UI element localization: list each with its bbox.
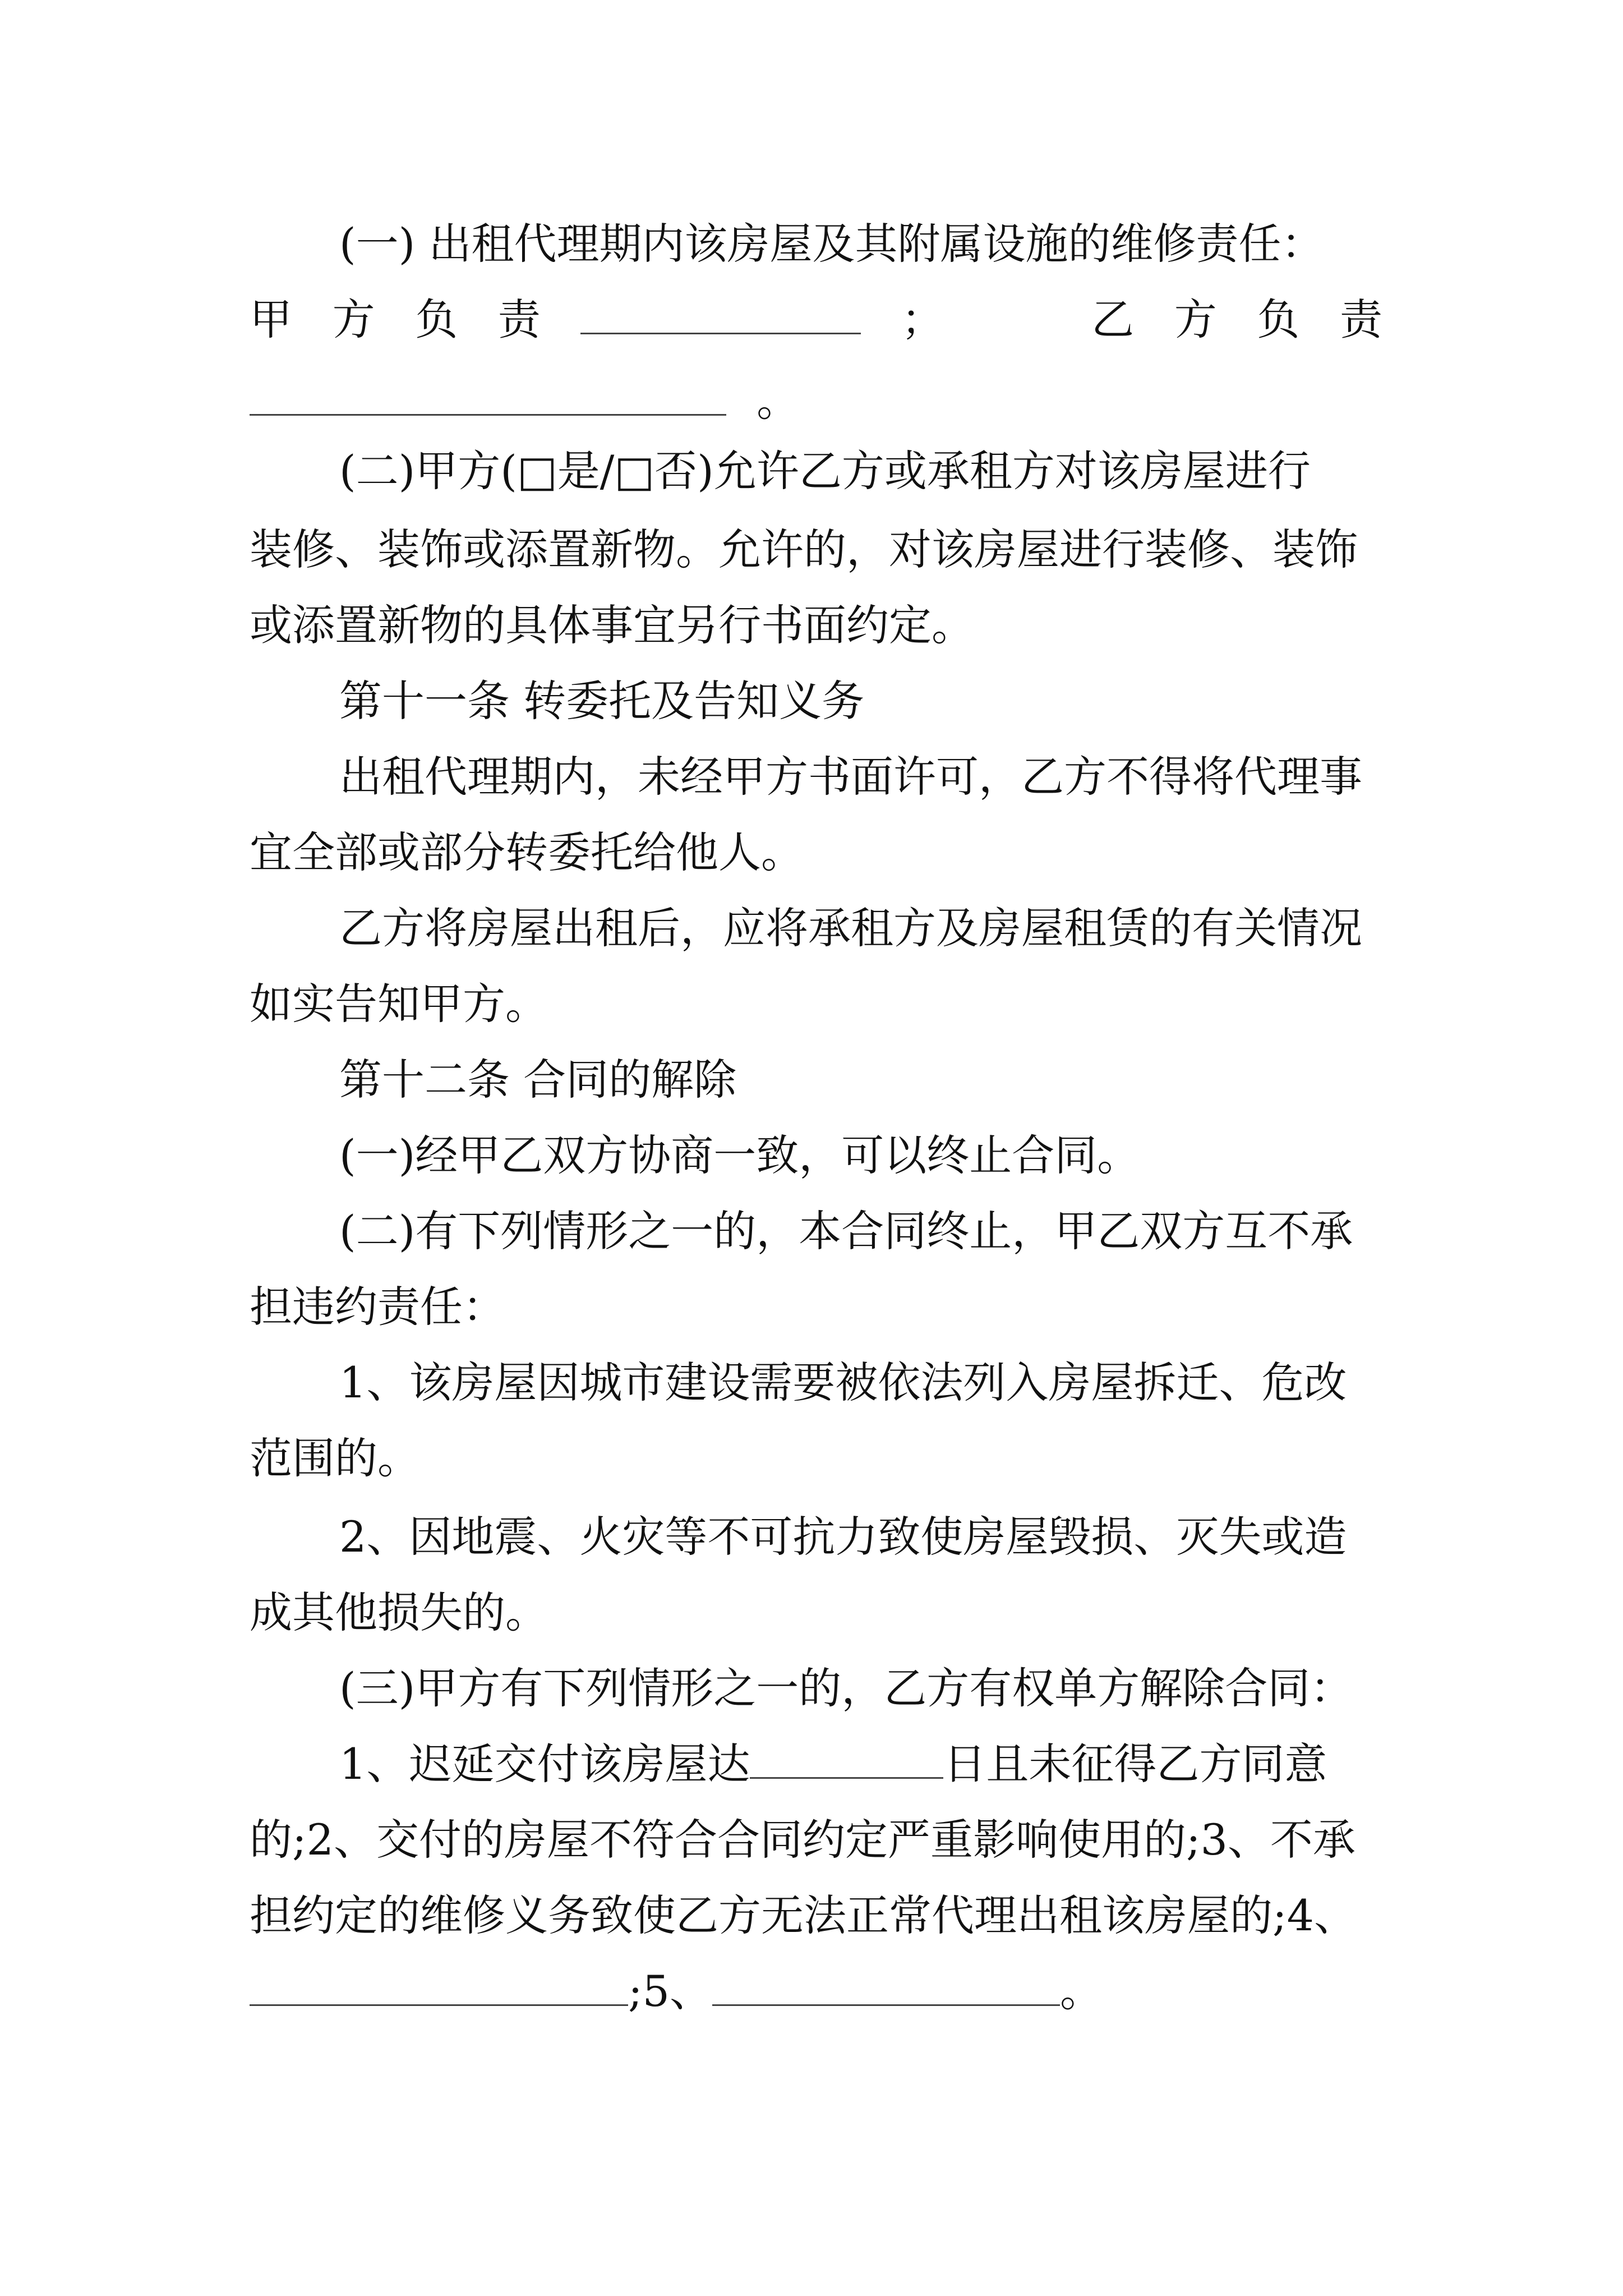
party-a-char: 方 bbox=[332, 295, 375, 344]
clause12-sub2-line1: 2、因地震、火灾等不可抗力致使房屋毁损、灭失或造 bbox=[339, 1512, 1347, 1562]
party-a-char: 责 bbox=[497, 295, 541, 344]
clause11-p1-line2: 宜全部或部分转委托给他人。 bbox=[250, 827, 804, 877]
clause11-p1-line1: 出租代理期内，未经甲方书面许可，乙方不得将代理事 bbox=[339, 752, 1362, 802]
item5-label: ;5、 bbox=[628, 1966, 712, 2016]
period: 。 bbox=[1059, 1966, 1103, 2016]
party-b-char: 负 bbox=[1257, 295, 1300, 344]
clause12-item2-line1: (二)有下列情形之一的，本合同终止，甲乙双方互不承 bbox=[339, 1206, 1353, 1256]
delay-text-post: 日且未征得乙方同意 bbox=[943, 1739, 1327, 1789]
clause12-item3-line3: 的;2、交付的房屋不符合合同约定严重影响使用的;3、不承 bbox=[250, 1815, 1355, 1865]
party-a-char: 负 bbox=[415, 295, 458, 344]
clause11-title: 第十一条 转委托及告知义务 bbox=[339, 676, 865, 726]
clause11-p2-line2: 如实告知甲方。 bbox=[250, 979, 548, 1029]
clause12-item3-line2 bbox=[339, 1736, 1382, 1792]
clause10-item1-line3 bbox=[250, 373, 1382, 429]
clause12-sub1-line1: 1、该房屋因城市建设需要被依法列入房屋拆迁、危改 bbox=[339, 1358, 1347, 1407]
clause11-p2-line1: 乙方将房屋出租后，应将承租方及房屋租赁的有关情况 bbox=[339, 903, 1362, 953]
item5-blank[interactable] bbox=[712, 1970, 1060, 2006]
clause10-item2-line1: (二)甲方(□是/□否)允许乙方或承租方对该房屋进行 bbox=[339, 446, 1311, 496]
clause12-item3-line4: 担约定的维修义务致使乙方无法正常代理出租该房屋的;4、 bbox=[250, 1890, 1357, 1940]
semicolon: ； bbox=[901, 295, 944, 344]
clause12-item3-line5 bbox=[250, 1963, 1382, 2019]
clause12-sub2-line2: 成其他损失的。 bbox=[250, 1588, 548, 1637]
party-b-char: 乙 bbox=[1091, 295, 1135, 344]
clause10-item2-line2: 装修、装饰或添置新物。允许的，对该房屋进行装修、装饰 bbox=[250, 524, 1358, 574]
clause12-item3-line1: (三)甲方有下列情形之一的，乙方有权单方解除合同： bbox=[339, 1663, 1353, 1713]
delay-days-blank[interactable] bbox=[750, 1742, 943, 1779]
clause12-item2-line2: 担违约责任： bbox=[250, 1282, 505, 1332]
clause10-item1-responsibility-line bbox=[250, 292, 1382, 348]
party-a-blank[interactable] bbox=[580, 298, 861, 334]
clause12-title: 第十二条 合同的解除 bbox=[339, 1055, 737, 1105]
clause10-item2-line3: 或添置新物的具体事宜另行书面约定。 bbox=[250, 600, 974, 650]
period: 。 bbox=[757, 376, 800, 426]
party-b-char: 责 bbox=[1339, 295, 1382, 344]
item4-blank[interactable] bbox=[250, 1970, 628, 2006]
clause12-sub1-line2: 范围的。 bbox=[250, 1433, 420, 1483]
party-b-blank[interactable] bbox=[250, 379, 726, 416]
clause10-item1-line1: (一) 出租代理期内该房屋及其附属设施的维修责任： bbox=[339, 219, 1324, 269]
clause12-item1: (一)经甲乙双方协商一致，可以终止合同。 bbox=[339, 1130, 1140, 1180]
party-b-char: 方 bbox=[1174, 295, 1217, 344]
party-a-char: 甲 bbox=[250, 295, 292, 344]
delay-text: 1、迟延交付该房屋达 bbox=[339, 1739, 750, 1789]
